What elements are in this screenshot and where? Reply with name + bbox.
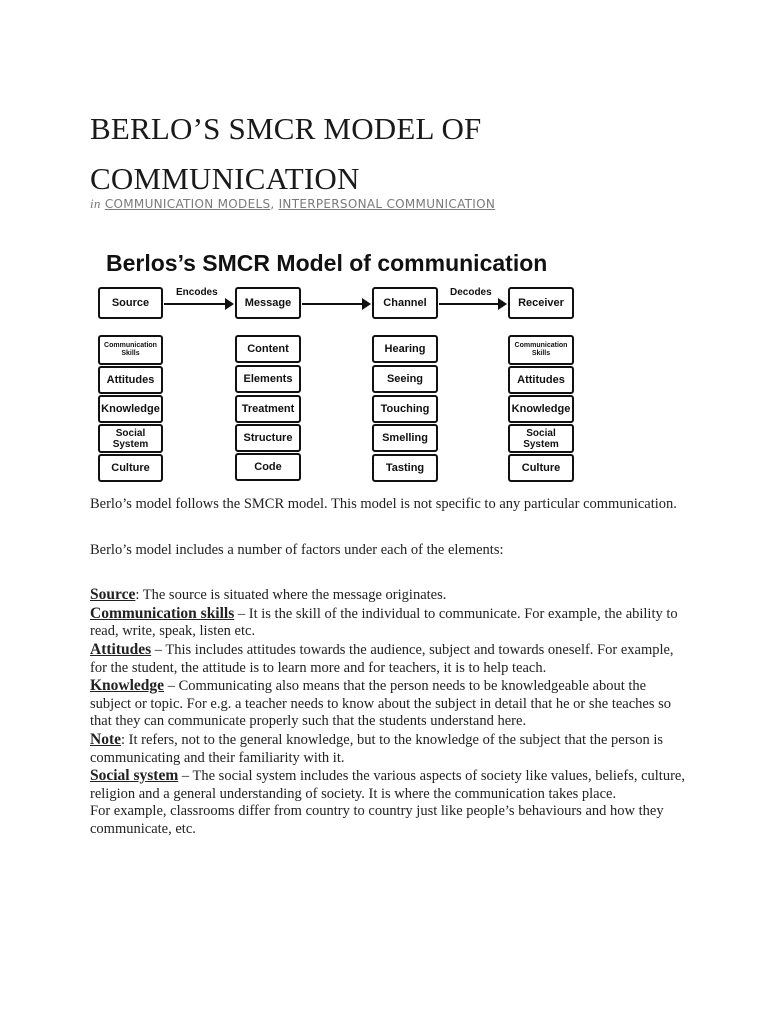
- section-attitudes: [90, 641, 690, 677]
- source-header-box: Source: [98, 287, 163, 319]
- section-note: [90, 731, 690, 767]
- smcr-diagram: [90, 240, 690, 490]
- article-body: [90, 496, 690, 839]
- definition: Communicating also means that the person needs to be knowledgeable about the subject or topic. For e.g. a teacher needs to know about the subject in detail that he or she teaches so that they can communicate properly such that the students understand here.: [90, 678, 672, 730]
- term-separator: –: [164, 678, 179, 695]
- channel-item-box: Touching: [372, 395, 438, 423]
- receiver-header-box: Receiver: [508, 287, 574, 319]
- term-separator: –: [151, 641, 166, 658]
- channel-item-box: Seeing: [372, 365, 438, 393]
- category-link-interpersonal-communication[interactable]: INTERPERSONAL COMMUNICATION: [278, 197, 496, 211]
- term-separator: –: [178, 768, 193, 785]
- page-title: BERLO’S SMCR MODEL OF COMMUNICATION: [90, 111, 482, 196]
- message-header-box: Message: [235, 287, 301, 319]
- definition: It refers, not to the general knowledge, but to the knowledge of the subject that the person is communicating and their familiarity with it.: [90, 731, 663, 766]
- section-knowledge: [90, 677, 690, 731]
- channel-header-box: Channel: [372, 287, 438, 319]
- term-separator: –: [234, 605, 249, 622]
- definition: The social system includes the various aspects of society like values, beliefs, culture, religion and a general understanding of society. It is where the communication takes place.: [90, 768, 685, 802]
- term: Knowledge: [90, 677, 165, 695]
- term-separator: :: [135, 587, 143, 604]
- message-item-box: Structure: [235, 424, 301, 452]
- channel-item-box: Hearing: [372, 335, 438, 363]
- term: Source: [90, 586, 136, 604]
- source-item-box: Social System: [98, 424, 163, 453]
- section-social-system: [90, 767, 690, 803]
- category-separator: ,: [270, 197, 279, 211]
- message-item-box: Elements: [235, 365, 301, 393]
- arrow-channel-receiver: [439, 303, 505, 305]
- source-item-box: Attitudes: [98, 366, 163, 394]
- source-item-box: Culture: [98, 454, 163, 482]
- receiver-item-box: Knowledge: [508, 395, 574, 423]
- decodes-label: Decodes: [450, 287, 492, 298]
- source-item-box: Knowledge: [98, 395, 163, 423]
- term: Note: [90, 730, 121, 748]
- category-line: [90, 196, 495, 212]
- spacer: [90, 559, 690, 586]
- definition: The source is situated where the message originates.: [142, 587, 447, 604]
- receiver-item-box: Attitudes: [508, 366, 574, 394]
- diagram-title: Berlos’s SMCR Model of communication: [106, 250, 548, 276]
- encodes-label: Encodes: [176, 287, 218, 298]
- paragraph: Berlo’s model follows the SMCR model. This model is not specific to any particular communication.: [90, 496, 677, 512]
- category-link-communication-models[interactable]: COMMUNICATION MODELS: [104, 197, 271, 211]
- definition: It is the skill of the individual to communicate. For example, the ability to read, write, speak, listen etc.: [90, 605, 678, 640]
- channel-item-box: Smelling: [372, 424, 438, 452]
- arrow-message-channel: [302, 303, 369, 305]
- receiver-item-box: Communication Skills: [508, 335, 574, 365]
- term: Social system: [90, 767, 179, 785]
- message-item-box: Treatment: [235, 395, 301, 423]
- term: Attitudes: [90, 640, 152, 658]
- paragraph: Berlo’s model includes a number of factors under each of the elements:: [90, 541, 504, 558]
- message-item-box: Content: [235, 335, 301, 363]
- term: Communication skills: [90, 604, 235, 622]
- term-separator: :: [121, 731, 129, 748]
- section-communication-skills: [90, 605, 690, 641]
- receiver-item-box: Culture: [508, 454, 574, 482]
- definition: This includes attitudes towards the audience, subject and towards oneself. For example, for the student, the attitude is to learn more and for teachers, it is to help teach.: [90, 641, 674, 676]
- arrow-source-message: [164, 303, 232, 305]
- receiver-item-box: Social System: [508, 424, 574, 453]
- source-item-box: Communication Skills: [98, 335, 163, 365]
- in-label: in: [90, 196, 101, 211]
- message-item-box: Code: [235, 453, 301, 481]
- section-source: [90, 586, 690, 605]
- paragraph: For example, classrooms differ from country to country just like people’s behaviours and how they communicate, etc.: [90, 803, 664, 837]
- spacer: [90, 514, 690, 542]
- channel-item-box: Tasting: [372, 454, 438, 482]
